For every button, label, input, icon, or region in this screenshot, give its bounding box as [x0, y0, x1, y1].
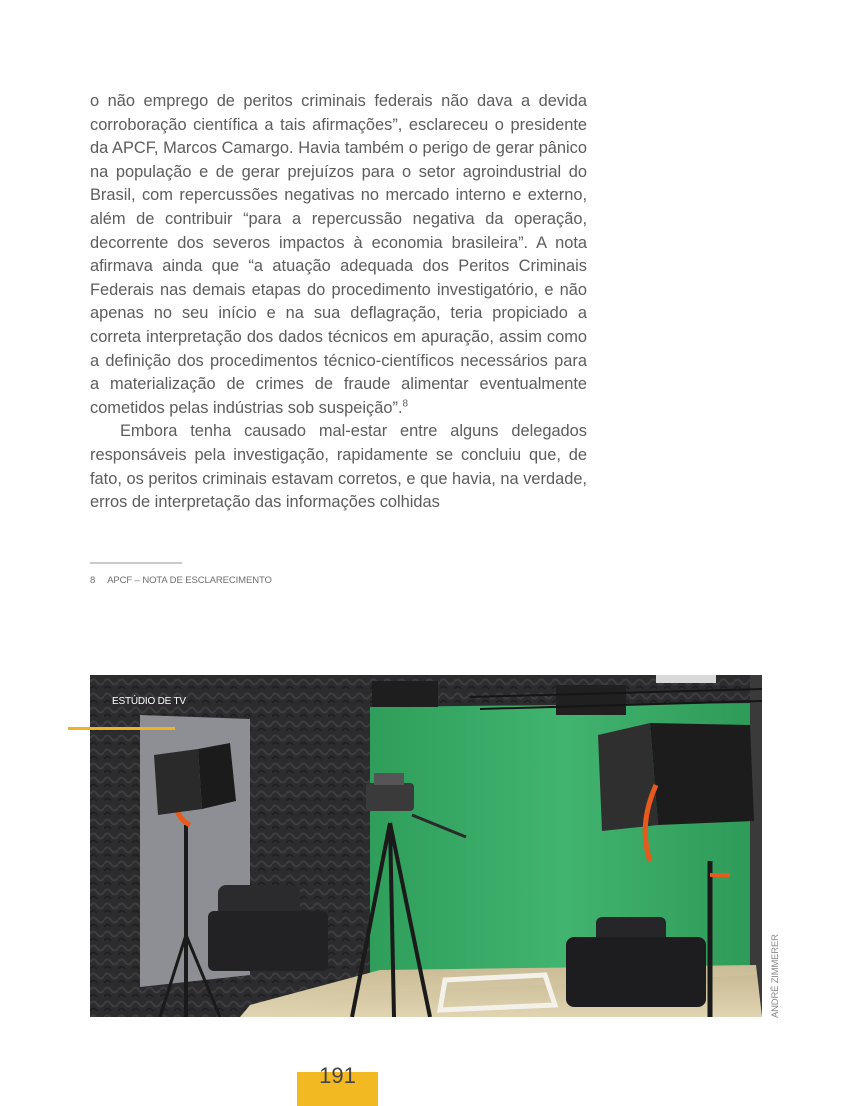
paragraph-2: Embora tenha causado mal-estar entre alguns delegados responsáveis pela investigação, rapidamente se concluiu que, de fato, os peritos criminais estavam corretos, e que havia, na verdade, erros de interpretação das informações colhidas	[90, 422, 587, 512]
footnote-ref[interactable]: 8	[402, 398, 409, 410]
footnote	[90, 575, 272, 586]
photo-caption: ESTÚDIO DE TV	[112, 696, 186, 707]
footnote-text: APCF – NOTA DE ESCLARECIMENTO	[107, 575, 272, 586]
paragraph-1	[90, 90, 587, 420]
body-text	[90, 90, 587, 515]
photo-credit: ANDRÉ ZIMMERER	[770, 934, 781, 1018]
footnote-divider	[90, 562, 182, 564]
footnote-number: 8	[90, 575, 96, 586]
page-number: 191	[319, 1063, 356, 1088]
tv-studio-photo	[90, 675, 762, 1017]
caption-accent-bar	[68, 727, 175, 730]
paragraph-1-text: o não emprego de peritos criminais federais não dava a devida corroboração científica a tais afirmações”, esclareceu o presidente da APCF, Marcos Camargo. Havia também o perigo de gerar pânico na população e de gerar prejuízos para o setor agroindustrial do Brasil, com repercussões negativas no mercado interno e externo, além de contribuir “para a repercussão negativa da operação, decorrente dos severos impactos à economia brasileira”. A nota afirmava ainda que “a atuação adequada dos Peritos Criminais Federais nas demais etapas do procedimento investigatório, e não apenas no seu início e na sua deflagração, teria propiciado a correta interpretação dos dados técnicos em apuração, assim como a definição dos procedimentos técnico-científicos necessários para a materialização de crimes de fraude alimentar eventualmente cometidos pelas indústrias sob suspeição”.	[90, 92, 587, 417]
